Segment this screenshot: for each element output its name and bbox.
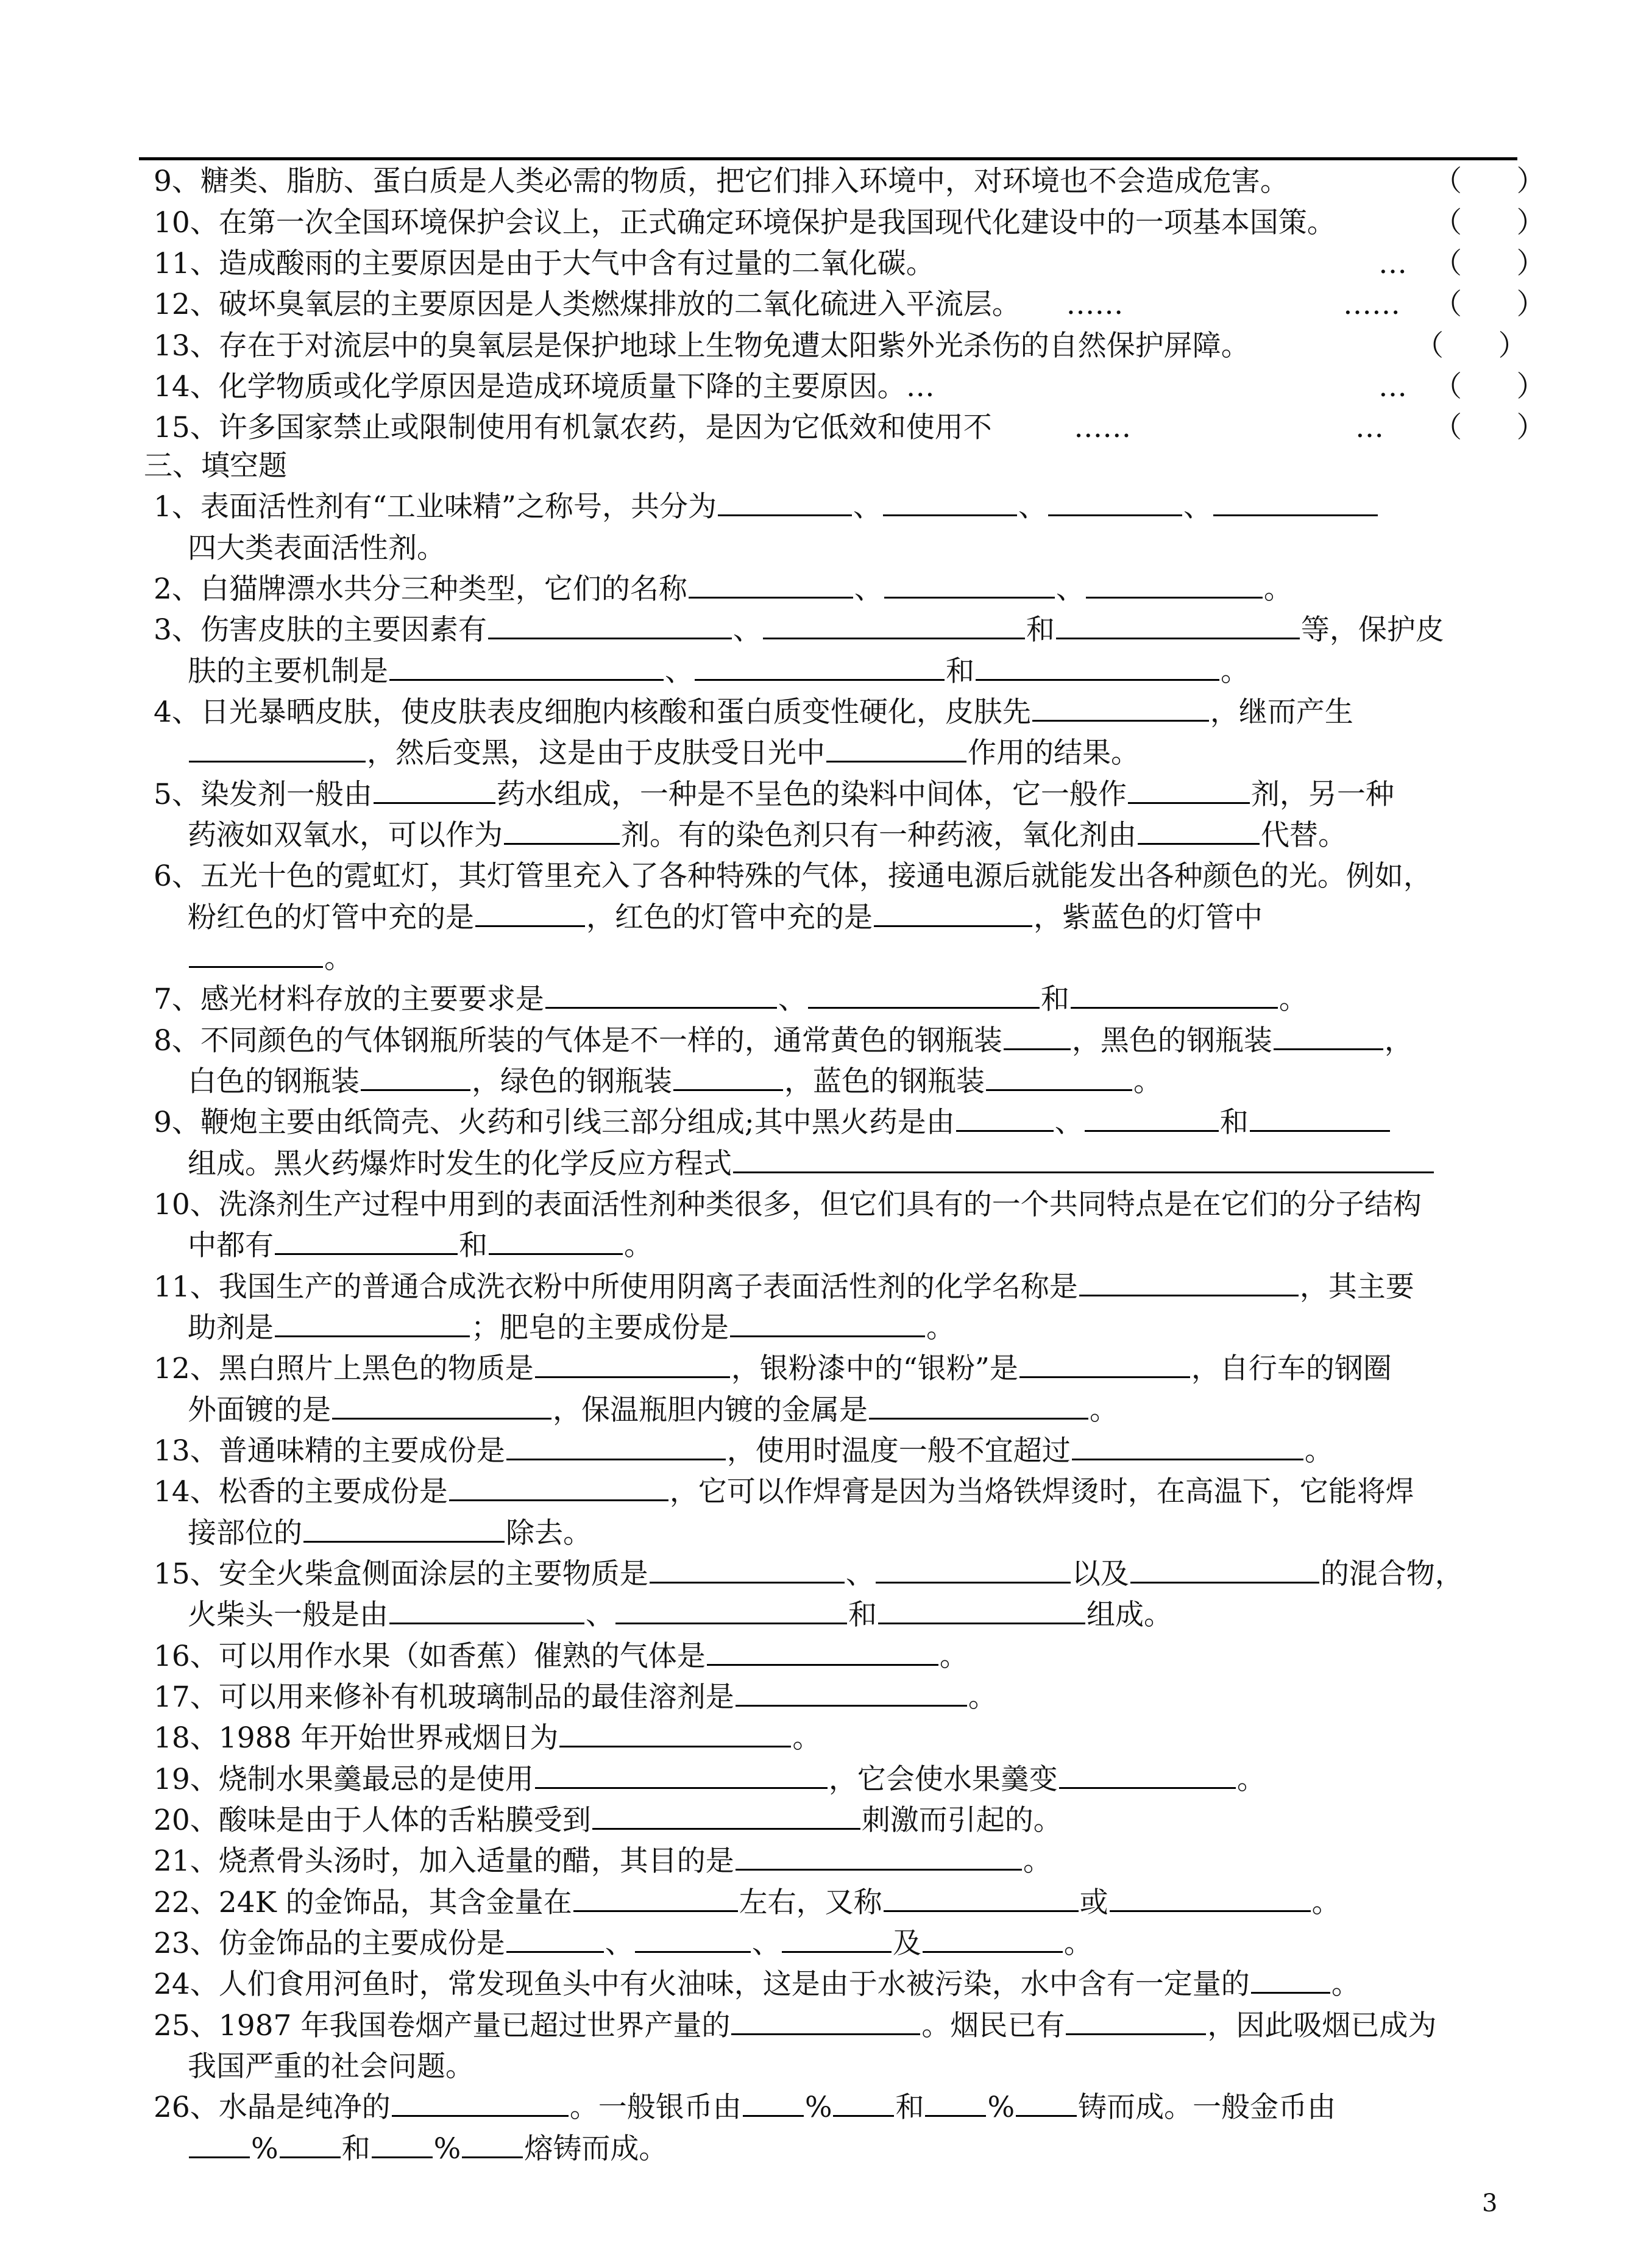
- fill-question-9: 9、鞭炮主要由纸筒壳、火药和引线三部分组成;其中黑火药是由 、 和: [154, 1104, 1391, 1141]
- fill-question-18: 18、1988 年开始世界戒烟日为 。: [154, 1721, 821, 1755]
- fill-question-3-cont: 肤的主要机制是 、 和 。: [188, 655, 1249, 688]
- fill-question-26-cont: % 和 % 熔铸而成。: [188, 2131, 667, 2167]
- fill-question-11-cont: 助剂是 ；肥皂的主要成份是 。: [188, 1311, 955, 1345]
- dots: ……: [1343, 288, 1400, 321]
- fill-question-25: 25、1987 年我国卷烟产量已超过世界产量的 。烟民已有 ，因此吸烟已成为: [154, 2009, 1437, 2042]
- fill-question-24: 24、人们食用河鱼时，常发现鱼头中有火油味，这是由于水被污染，水中含有一定量的 。: [154, 1968, 1360, 2001]
- dots: …: [1355, 411, 1384, 444]
- fill-question-2: 2、白猫牌漂水共分三种类型，它们的名称 、 、 。: [154, 572, 1292, 606]
- fill-question-22: 22、24K 的金饰品，其含金量在 左右，又称 或 。: [154, 1886, 1341, 1919]
- answer-paren: （ ）: [1415, 329, 1527, 363]
- fill-question-11: 11、我国生产的普通合成洗衣粉中所使用阴离子表面活性剂的化学名称是 ，其主要: [154, 1270, 1414, 1304]
- fill-question-6-cont2: 。: [188, 940, 353, 977]
- fill-question-14-cont: 接部位的 除去。: [188, 1516, 592, 1550]
- fill-question-17: 17、可以用来修补有机玻璃制品的最佳溶剂是 。: [154, 1680, 997, 1714]
- fill-question-15-cont: 火柴头一般是由 、 和 组成。: [188, 1598, 1172, 1632]
- answer-paren: （ ）: [1433, 288, 1545, 321]
- fill-question-12-cont: 外面镀的是 ，保温瓶胆内镀的金属是 。: [188, 1393, 1118, 1427]
- judgement-item: 13、存在于对流层中的臭氧层是保护地球上生物免遭太阳紫外光杀伤的自然保护屏障。: [154, 329, 1250, 363]
- fill-question-6: 6、五光十色的霓虹灯，其灯管里充入了各种特殊的气体，接通电源后就能发出各种颜色的光。例如，: [154, 859, 1432, 893]
- dots: …: [1378, 247, 1407, 280]
- fill-question-6-cont: 粉红色的灯管中充的是 ，红色的灯管中充的是 ，紫蓝色的灯管中: [188, 901, 1263, 934]
- judgement-item: 14、化学物质或化学原因是造成环境质量下降的主要原因。…: [154, 370, 935, 403]
- fill-question-3: 3、伤害皮肤的主要因素有 、 和 等，保护皮: [154, 613, 1444, 647]
- fill-question-4: 4、日光暴晒皮肤，使皮肤表皮细胞内核酸和蛋白质变性硬化，皮肤先 ，继而产生: [154, 695, 1353, 729]
- judgement-item: 12、破坏臭氧层的主要原因是人类燃煤排放的二氧化硫进入平流层。 ……: [154, 288, 1124, 321]
- fill-question-4-cont: ，然后变黑，这是由于皮肤受日光中 作用的结果。: [188, 735, 1140, 772]
- fill-question-10-cont: 中都有 和 。: [188, 1229, 653, 1262]
- fill-question-8-cont: 白色的钢瓶装 ，绿色的钢瓶装 ，蓝色的钢瓶装 。: [188, 1065, 1162, 1098]
- dots: …: [1378, 370, 1407, 403]
- fill-question-13: 13、普通味精的主要成份是 ，使用时温度一般不宜超过 。: [154, 1434, 1333, 1468]
- fill-question-1-cont: 四大类表面活性剂。: [188, 531, 445, 565]
- fill-question-23: 23、仿金饰品的主要成份是 、 、 及 。: [154, 1927, 1093, 1960]
- fill-question-26: 26、水晶是纯净的 。一般银币由 % 和 % 铸而成。一般金币由: [154, 2091, 1336, 2124]
- section-title: 三、填空题: [144, 449, 287, 483]
- judgement-item: 11、造成酸雨的主要原因是由于大气中含有过量的二氧化碳。: [154, 247, 935, 280]
- fill-question-5-cont: 药液如双氧水，可以作为 剂。有的染色剂只有一种药液，氧化剂由 代替。: [188, 819, 1347, 852]
- answer-paren: （ ）: [1433, 247, 1545, 280]
- header-rule: [139, 157, 1517, 160]
- answer-paren: （ ）: [1433, 411, 1545, 444]
- judgement-item: 10、在第一次全国环境保护会议上，正式确定环境保护是我国现代化建设中的一项基本国策。: [154, 206, 1336, 240]
- fill-question-25-cont: 我国严重的社会问题。: [188, 2050, 474, 2083]
- fill-question-1: 1、表面活性剂有“工业味精”之称号，共分为 、 、 、: [154, 489, 1379, 525]
- fill-question-9-cont: 组成。黑火药爆炸时发生的化学反应方程式: [188, 1146, 1435, 1182]
- fill-question-7: 7、感光材料存放的主要要求是 、 和 。: [154, 983, 1308, 1016]
- fill-question-20: 20、酸味是由于人体的舌粘膜受到 刺激而引起的。: [154, 1804, 1062, 1837]
- answer-paren: （ ）: [1433, 370, 1545, 403]
- fill-question-5: 5、染发剂一般由 药水组成，一种是不呈色的染料中间体，它一般作 剂，另一种: [154, 778, 1394, 811]
- judgement-item: 9、糖类、脂肪、蛋白质是人类必需的物质，把它们排入环境中，对环境也不会造成危害。: [154, 165, 1289, 198]
- fill-question-16: 16、可以用作水果（如香蕉）催熟的气体是 。: [154, 1640, 968, 1673]
- page-number: 3: [1482, 2189, 1498, 2217]
- fill-question-12: 12、黑白照片上黑色的物质是 ，银粉漆中的“银粉”是 ，自行车的钢圈: [154, 1352, 1392, 1385]
- judgement-item: 15、许多国家禁止或限制使用有机氯农药，是因为它低效和使用不 ……: [154, 411, 1132, 444]
- fill-question-10: 10、洗涤剂生产过程中用到的表面活性剂种类很多，但它们具有的一个共同特点是在它们的分子结构: [154, 1188, 1422, 1221]
- fill-question-8: 8、不同颜色的气体钢瓶所装的气体是不一样的，通常黄色的钢瓶装 ，黑色的钢瓶装 ，: [154, 1024, 1413, 1058]
- fill-question-21: 21、烧煮骨头汤时，加入适量的醋，其目的是 。: [154, 1844, 1052, 1878]
- fill-question-19: 19、烧制水果羹最忌的是使用 ，它会使水果羹变 。: [154, 1763, 1266, 1796]
- answer-paren: （ ）: [1433, 206, 1545, 240]
- fill-question-15: 15、安全火柴盒侧面涂层的主要物质是 、 以及 的混合物，: [154, 1557, 1464, 1591]
- answer-paren: （ ）: [1433, 165, 1545, 198]
- fill-question-14: 14、松香的主要成份是 ，它可以作焊膏是因为当烙铁焊烫时，在高温下，它能将焊: [154, 1475, 1414, 1509]
